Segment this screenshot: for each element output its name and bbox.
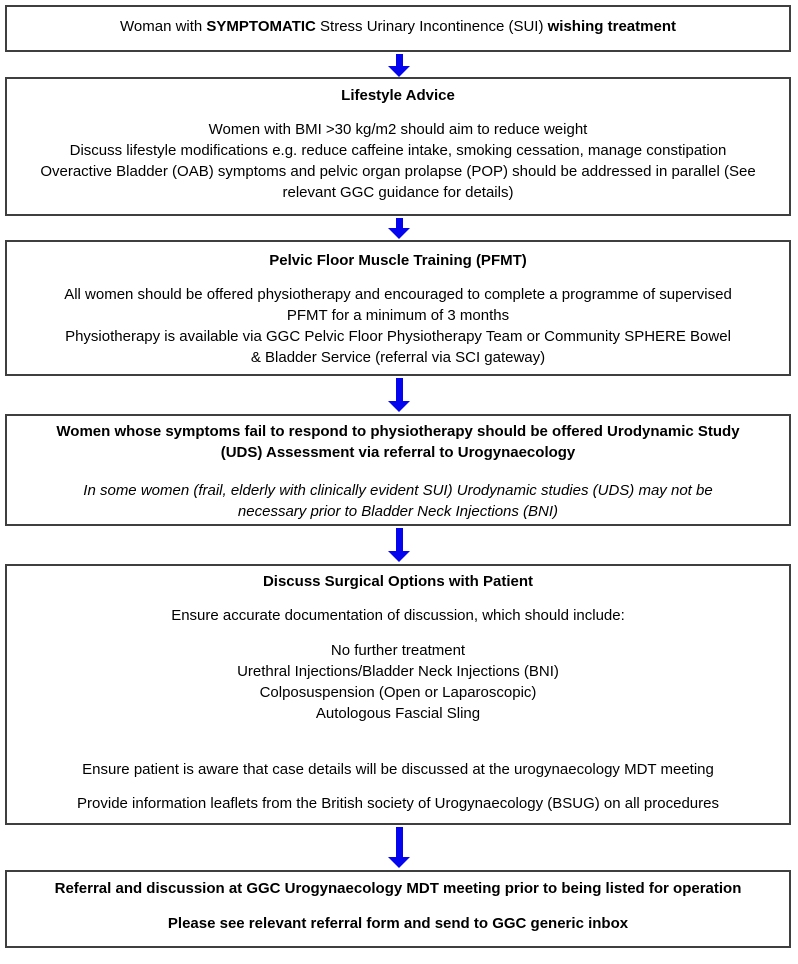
surgical-options-box [5,564,791,825]
lifestyle-advice-title: Lifestyle Advice [341,87,455,104]
surgical-note: Ensure patient is aware that case details will be discussed at the urogynaecology MDT meeting [82,761,714,778]
pfmt-title: Pelvic Floor Muscle Training (PFMT) [269,252,527,269]
arrow-head [388,551,410,562]
surgical-options-title: Discuss Surgical Options with Patient [262,573,534,590]
surgical-note: Provide information leaflets from the British society of Urogynaecology (BSUG) on all procedures [77,795,719,812]
arrow-head [388,66,410,77]
lifestyle-line: Women with BMI >30 kg/m2 should aim to reduce weight [208,121,588,138]
referral-line: Referral and discussion at GGC Urogynaecology MDT meeting prior to being listed for operation [54,880,742,897]
referral-line: Please see relevant referral form and send to GGC generic inbox [167,915,629,932]
arrow-down-icon-3 [388,378,410,412]
arrow-head [388,857,410,868]
pfmt-box [5,240,791,376]
arrow-stem [396,827,403,857]
arrow-down-icon-1 [388,54,410,77]
arrow-down-icon-4 [388,528,410,562]
arrow-head [388,401,410,412]
surgical-option: Colposuspension (Open or Laparoscopic) [259,684,537,701]
start-text-normal-2: Stress Urinary Incontinence (SUI) [315,18,548,35]
uds-assessment-box [5,414,791,526]
start-text-bold-symptomatic: SYMPTOMATIC [206,18,316,35]
surgical-option: Urethral Injections/Bladder Neck Injections (BNI) [237,663,559,680]
arrow-stem [396,54,403,66]
arrow-head [388,228,410,239]
lifestyle-line: Overactive Bladder (OAB) symptoms and pelvic organ prolapse (POP) should be addressed in parallel (See relevant GGC guidance for details) [40,163,756,201]
arrow-stem [396,218,403,228]
arrow-down-icon-5 [388,827,410,868]
lifestyle-line: Discuss lifestyle modifications e.g. reduce caffeine intake, smoking cessation, manage constipation [69,142,727,159]
arrow-stem [396,528,403,551]
start-text-normal-1: Woman with [120,18,207,35]
start-box [5,5,791,52]
pfmt-line: Physiotherapy is available via GGC Pelvic Floor Physiotherapy Team or Community SPHERE Bowel & Bladder Service (referral via SCI gateway) [65,328,731,366]
surgical-intro: Ensure accurate documentation of discussion, which should include: [171,607,625,624]
arrow-stem [396,378,403,401]
uds-italic-note: In some women (frail, elderly with clinically evident SUI) Urodynamic studies (UDS) may not be necessary prior to Bladder Neck Injections (BNI) [83,482,713,520]
start-text-bold-wishing-treatment: wishing treatment [547,18,676,35]
start-box-text [7,16,789,37]
pfmt-line: All women should be offered physiotherapy and encouraged to complete a programme of supervised PFMT for a minimum of 3 months [64,286,732,324]
surgical-option: No further treatment [330,642,466,659]
arrow-down-icon-2 [388,218,410,239]
lifestyle-advice-box [5,77,791,216]
surgical-option: Autologous Fascial Sling [315,705,481,722]
uds-statement: Women whose symptoms fail to respond to physiotherapy should be offered Urodynamic Study (UDS) Assessment via referral to Urogynaecology [56,423,740,461]
referral-mdt-box [5,870,791,948]
